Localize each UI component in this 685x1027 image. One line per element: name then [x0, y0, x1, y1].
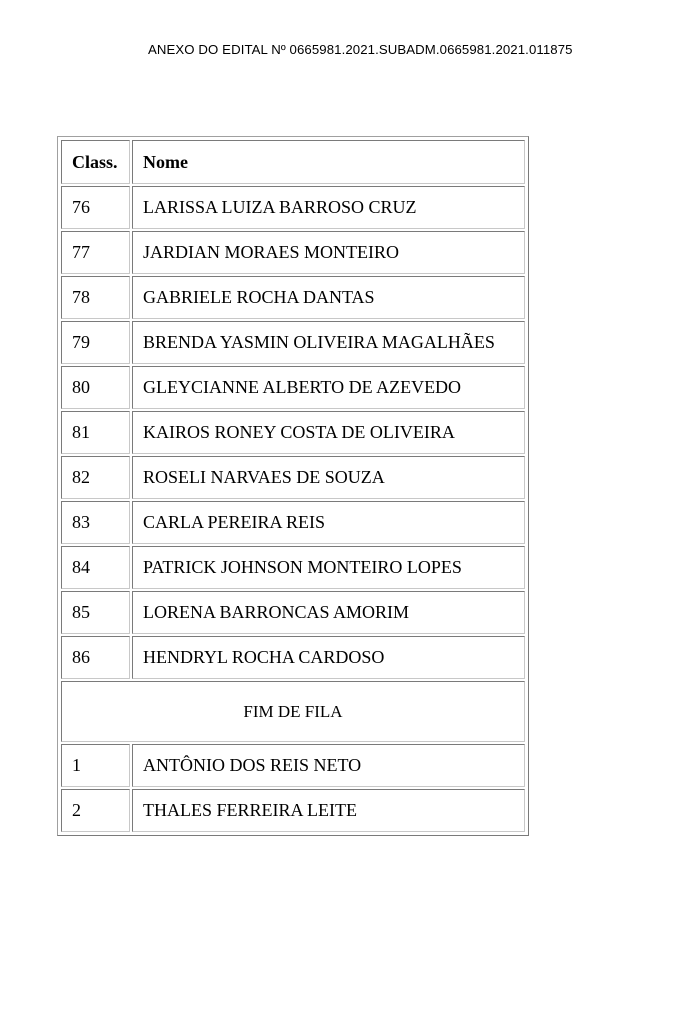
- table-row: [61, 546, 525, 589]
- cell-name: LORENA BARRONCAS AMORIM: [132, 591, 525, 634]
- cell-class: 81: [61, 411, 130, 454]
- column-header-name: Nome: [132, 140, 525, 184]
- cell-class: 83: [61, 501, 130, 544]
- table-row: [61, 789, 525, 832]
- classification-table: [59, 138, 527, 834]
- cell-name: BRENDA YASMIN OLIVEIRA MAGALHÃES: [132, 321, 525, 364]
- cell-class: 84: [61, 546, 130, 589]
- table-row: [61, 321, 525, 364]
- cell-class: 85: [61, 591, 130, 634]
- column-header-class: Class.: [61, 140, 130, 184]
- cell-name: LARISSA LUIZA BARROSO CRUZ: [132, 186, 525, 229]
- table-header-row: [61, 140, 525, 184]
- table-row: [61, 591, 525, 634]
- table-row: [61, 744, 525, 787]
- cell-name: ROSELI NARVAES DE SOUZA: [132, 456, 525, 499]
- cell-class: 80: [61, 366, 130, 409]
- cell-name: KAIROS RONEY COSTA DE OLIVEIRA: [132, 411, 525, 454]
- cell-name: GLEYCIANNE ALBERTO DE AZEVEDO: [132, 366, 525, 409]
- cell-name: HENDRYL ROCHA CARDOSO: [132, 636, 525, 679]
- table-body: [61, 186, 525, 832]
- cell-class: 79: [61, 321, 130, 364]
- cell-class: 86: [61, 636, 130, 679]
- table-row: [61, 636, 525, 679]
- cell-name: GABRIELE ROCHA DANTAS: [132, 276, 525, 319]
- table-row: [61, 501, 525, 544]
- cell-name: PATRICK JOHNSON MONTEIRO LOPES: [132, 546, 525, 589]
- document-header: ANEXO DO EDITAL Nº 0665981.2021.SUBADM.0665981.2021.011875: [148, 42, 573, 57]
- table-row: [61, 276, 525, 319]
- section-label: FIM DE FILA: [61, 681, 525, 742]
- cell-name: CARLA PEREIRA REIS: [132, 501, 525, 544]
- section-divider-row: [61, 681, 525, 742]
- cell-name: JARDIAN MORAES MONTEIRO: [132, 231, 525, 274]
- cell-class: 1: [61, 744, 130, 787]
- table-row: [61, 231, 525, 274]
- table-row: [61, 411, 525, 454]
- table-row: [61, 456, 525, 499]
- cell-name: THALES FERREIRA LEITE: [132, 789, 525, 832]
- cell-class: 76: [61, 186, 130, 229]
- cell-name: ANTÔNIO DOS REIS NETO: [132, 744, 525, 787]
- cell-class: 78: [61, 276, 130, 319]
- table-row: [61, 186, 525, 229]
- cell-class: 82: [61, 456, 130, 499]
- cell-class: 77: [61, 231, 130, 274]
- table-row: [61, 366, 525, 409]
- classification-table-container: [57, 136, 529, 836]
- cell-class: 2: [61, 789, 130, 832]
